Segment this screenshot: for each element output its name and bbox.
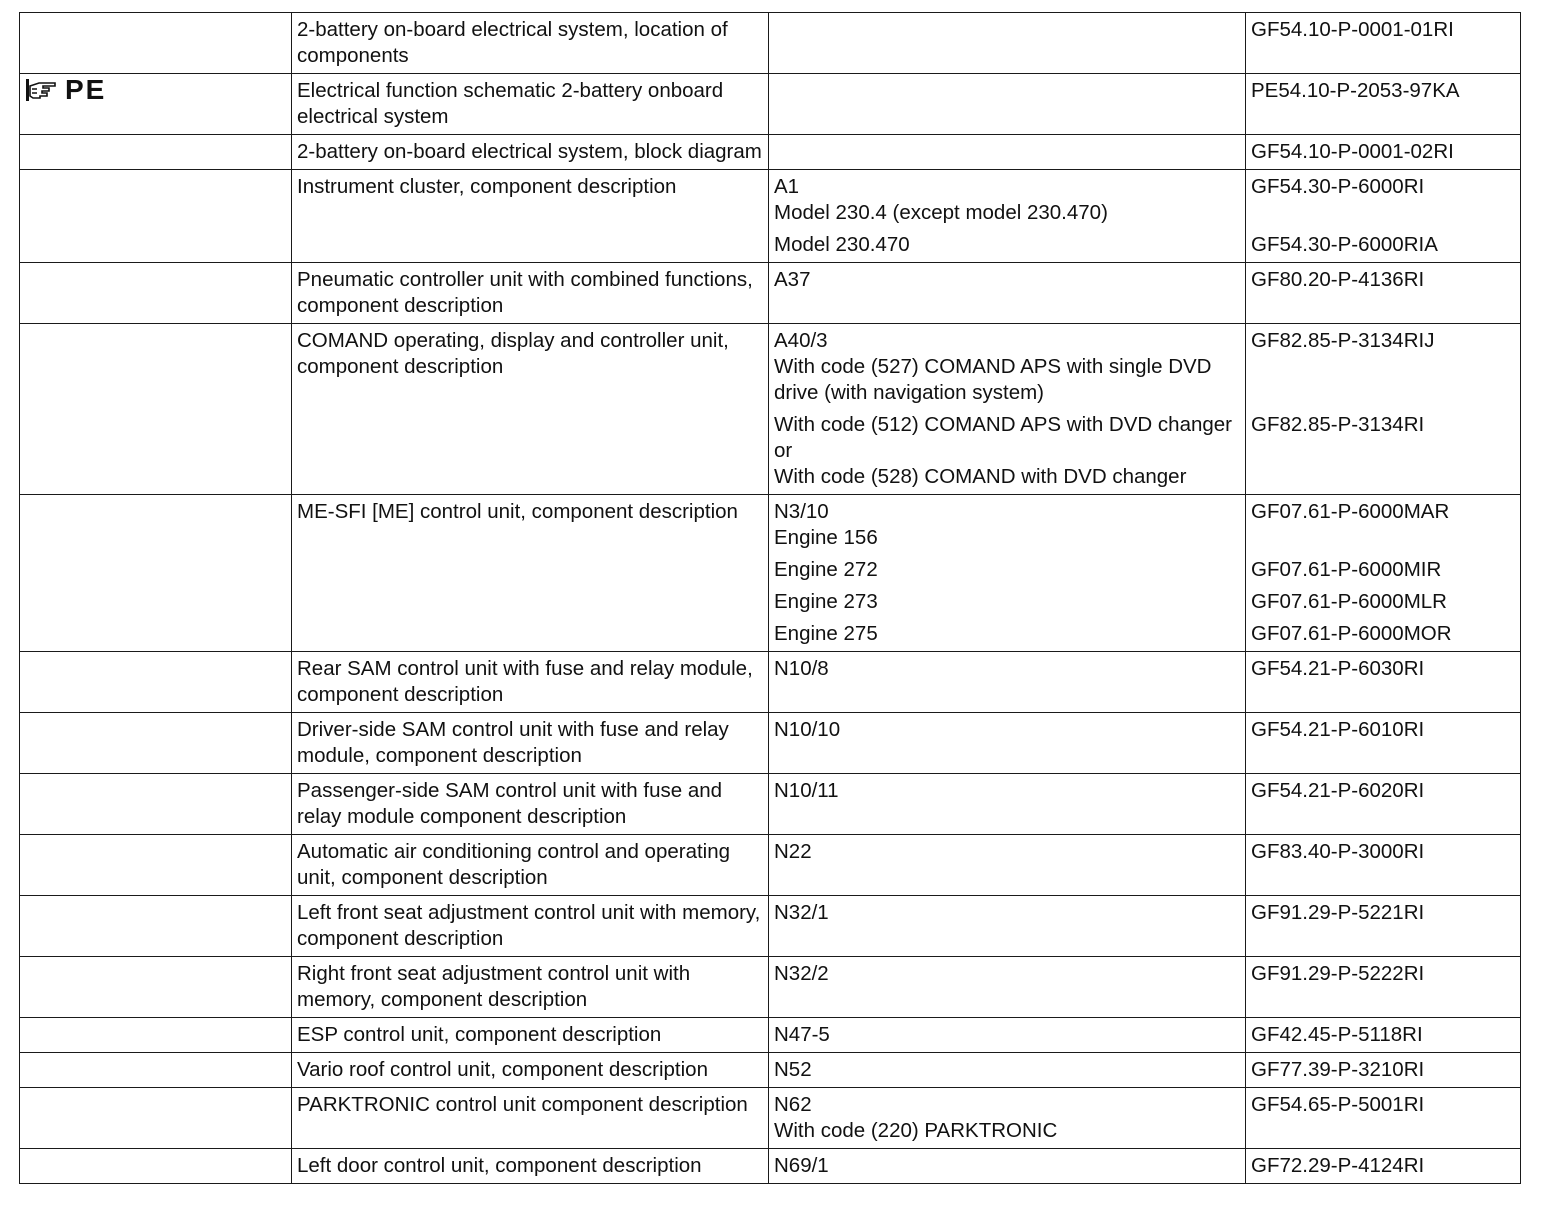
marker-cell <box>20 135 292 170</box>
table-row <box>20 713 1521 774</box>
marker-cell <box>20 1018 292 1053</box>
spacer <box>1251 354 1520 380</box>
title-cell <box>292 170 769 263</box>
row-title: Left door control unit, component description <box>297 1154 702 1177</box>
table-row <box>20 957 1521 1018</box>
refs-cell <box>1246 774 1521 835</box>
marker-cell <box>20 324 292 495</box>
table-row <box>20 835 1521 896</box>
codes-cell <box>769 1018 1246 1053</box>
document-reference[interactable]: GF91.29-P-5221RI <box>1251 901 1425 924</box>
component-code: N10/11 <box>774 779 839 802</box>
row-title: Instrument cluster, component description <box>297 175 677 198</box>
variant-condition: Model 230.4 (except model 230.470) <box>774 201 1108 224</box>
variant-condition: With code (527) COMAND APS with single DVD drive (with navigation system) <box>774 355 1212 404</box>
table-row <box>20 1018 1521 1053</box>
refs-cell <box>1246 1053 1521 1088</box>
refs-cell <box>1246 835 1521 896</box>
marker-cell <box>20 713 292 774</box>
table-row <box>20 74 1521 135</box>
title-cell <box>292 713 769 774</box>
table-row <box>20 774 1521 835</box>
codes-cell <box>769 324 1246 495</box>
marker-cell <box>20 170 292 263</box>
variant-condition: Model 230.470 <box>774 233 910 256</box>
refs-cell <box>1246 652 1521 713</box>
marker-cell <box>20 13 292 74</box>
title-cell <box>292 13 769 74</box>
table-row <box>20 495 1521 652</box>
row-title: Pneumatic controller unit with combined functions, component description <box>297 268 753 317</box>
pe-marker[interactable] <box>25 75 106 105</box>
component-code: N10/8 <box>774 657 829 680</box>
table-row <box>20 263 1521 324</box>
document-reference[interactable]: GF07.61-P-6000MAR <box>1251 500 1450 523</box>
title-cell <box>292 1088 769 1149</box>
component-code: N32/1 <box>774 901 829 924</box>
marker-cell <box>20 1149 292 1184</box>
variant-condition: Engine 272 <box>774 558 878 581</box>
row-title: 2-battery on-board electrical system, block diagram <box>297 140 762 163</box>
title-cell <box>292 774 769 835</box>
component-code: N22 <box>774 840 812 863</box>
document-reference[interactable]: PE54.10-P-2053-97KA <box>1251 79 1460 102</box>
title-cell <box>292 135 769 170</box>
codes-cell <box>769 263 1246 324</box>
marker-cell <box>20 1053 292 1088</box>
document-reference[interactable]: GF82.85-P-3134RI <box>1251 413 1425 436</box>
marker-cell <box>20 74 292 135</box>
row-title: ME-SFI [ME] control unit, component description <box>297 500 738 523</box>
table-row <box>20 652 1521 713</box>
refs-cell <box>1246 713 1521 774</box>
row-title: 2-battery on-board electrical system, location of components <box>297 18 728 67</box>
document-reference[interactable]: GF77.39-P-3210RI <box>1251 1058 1425 1081</box>
refs-cell <box>1246 1088 1521 1149</box>
refs-cell <box>1246 135 1521 170</box>
marker-cell <box>20 774 292 835</box>
document-reference[interactable]: GF82.85-P-3134RIJ <box>1251 329 1435 352</box>
refs-cell <box>1246 957 1521 1018</box>
codes-cell <box>769 774 1246 835</box>
row-title: Vario roof control unit, component description <box>297 1058 708 1081</box>
document-reference[interactable]: GF83.40-P-3000RI <box>1251 840 1425 863</box>
document-reference[interactable]: GF42.45-P-5118RI <box>1251 1023 1423 1046</box>
document-reference[interactable]: GF54.21-P-6010RI <box>1251 718 1425 741</box>
spacer <box>1251 525 1520 551</box>
codes-cell <box>769 13 1246 74</box>
codes-cell <box>769 835 1246 896</box>
component-code: N32/2 <box>774 962 829 985</box>
codes-cell <box>769 74 1246 135</box>
pointing-hand-icon <box>25 77 59 103</box>
document-reference[interactable]: GF80.20-P-4136RI <box>1251 268 1425 291</box>
pe-marker-label: PE <box>65 74 107 105</box>
document-reference[interactable]: GF07.61-P-6000MLR <box>1251 590 1447 613</box>
refs-cell <box>1246 263 1521 324</box>
component-code: N3/10 <box>774 500 829 523</box>
codes-cell <box>769 713 1246 774</box>
document-reference[interactable]: GF54.10-P-0001-01RI <box>1251 18 1454 41</box>
title-cell <box>292 1018 769 1053</box>
component-code: A1 <box>774 175 800 198</box>
title-cell <box>292 896 769 957</box>
component-code: N52 <box>774 1058 812 1081</box>
variant-condition: With code (220) PARKTRONIC <box>774 1119 1058 1142</box>
refs-cell <box>1246 74 1521 135</box>
document-reference[interactable]: GF07.61-P-6000MIR <box>1251 558 1442 581</box>
title-cell <box>292 495 769 652</box>
variant-condition: Engine 156 <box>774 526 878 549</box>
codes-cell <box>769 1053 1246 1088</box>
row-title: Right front seat adjustment control unit with memory, component description <box>297 962 691 1011</box>
spacer <box>1251 200 1520 226</box>
title-cell <box>292 74 769 135</box>
refs-cell <box>1246 324 1521 495</box>
codes-cell <box>769 1088 1246 1149</box>
refs-cell <box>1246 1149 1521 1184</box>
variant-condition: With code (512) COMAND APS with DVD changer or <box>774 413 1232 462</box>
row-title: Left front seat adjustment control unit with memory, component description <box>297 901 761 950</box>
title-cell <box>292 324 769 495</box>
table-row <box>20 1053 1521 1088</box>
refs-cell <box>1246 896 1521 957</box>
row-title: Automatic air conditioning control and operating unit, component description <box>297 840 731 889</box>
title-cell <box>292 263 769 324</box>
variant-condition: Engine 275 <box>774 622 878 645</box>
title-cell <box>292 835 769 896</box>
document-reference[interactable]: GF54.30-P-6000RI <box>1251 175 1425 198</box>
document-reference[interactable]: GF54.30-P-6000RIA <box>1251 233 1438 256</box>
codes-cell <box>769 652 1246 713</box>
refs-cell <box>1246 13 1521 74</box>
marker-cell <box>20 652 292 713</box>
codes-cell <box>769 896 1246 957</box>
component-code: N10/10 <box>774 718 841 741</box>
document-reference[interactable]: GF91.29-P-5222RI <box>1251 962 1425 985</box>
marker-cell <box>20 263 292 324</box>
variant-condition: With code (528) COMAND with DVD changer <box>774 465 1187 488</box>
row-title: Passenger-side SAM control unit with fuse and relay module component description <box>297 779 723 828</box>
variant-condition: Engine 273 <box>774 590 878 613</box>
row-title: ESP control unit, component description <box>297 1023 662 1046</box>
marker-cell <box>20 957 292 1018</box>
spacer <box>1251 380 1520 406</box>
marker-cell <box>20 896 292 957</box>
component-code: N62 <box>774 1093 812 1116</box>
component-code: A40/3 <box>774 329 828 352</box>
refs-cell <box>1246 170 1521 263</box>
refs-cell <box>1246 495 1521 652</box>
table-row <box>20 896 1521 957</box>
table-row <box>20 324 1521 495</box>
component-code: A37 <box>774 268 811 291</box>
document-reference[interactable]: GF72.29-P-4124RI <box>1251 1154 1425 1177</box>
document-reference[interactable]: GF07.61-P-6000MOR <box>1251 622 1452 645</box>
component-code: N47-5 <box>774 1023 830 1046</box>
codes-cell <box>769 135 1246 170</box>
marker-cell <box>20 1088 292 1149</box>
row-title: Driver-side SAM control unit with fuse and relay module, component description <box>297 718 729 767</box>
row-title: Rear SAM control unit with fuse and relay module, component description <box>297 657 753 706</box>
table-row <box>20 1149 1521 1184</box>
table-row <box>20 135 1521 170</box>
row-title: COMAND operating, display and controller unit, component description <box>297 329 729 378</box>
title-cell <box>292 957 769 1018</box>
component-reference-table <box>19 12 1521 1184</box>
codes-cell <box>769 495 1246 652</box>
row-title: PARKTRONIC control unit component description <box>297 1093 748 1116</box>
table-row <box>20 13 1521 74</box>
document-reference[interactable]: GF54.21-P-6020RI <box>1251 779 1425 802</box>
row-title: Electrical function schematic 2-battery onboard electrical system <box>297 79 724 128</box>
codes-cell <box>769 957 1246 1018</box>
table-row <box>20 1088 1521 1149</box>
title-cell <box>292 1053 769 1088</box>
table-row <box>20 170 1521 263</box>
component-code: N69/1 <box>774 1154 829 1177</box>
refs-cell <box>1246 1018 1521 1053</box>
marker-cell <box>20 835 292 896</box>
document-reference[interactable]: GF54.65-P-5001RI <box>1251 1093 1425 1116</box>
document-reference[interactable]: GF54.10-P-0001-02RI <box>1251 140 1454 163</box>
title-cell <box>292 1149 769 1184</box>
document-reference[interactable]: GF54.21-P-6030RI <box>1251 657 1425 680</box>
codes-cell <box>769 170 1246 263</box>
title-cell <box>292 652 769 713</box>
marker-cell <box>20 495 292 652</box>
codes-cell <box>769 1149 1246 1184</box>
